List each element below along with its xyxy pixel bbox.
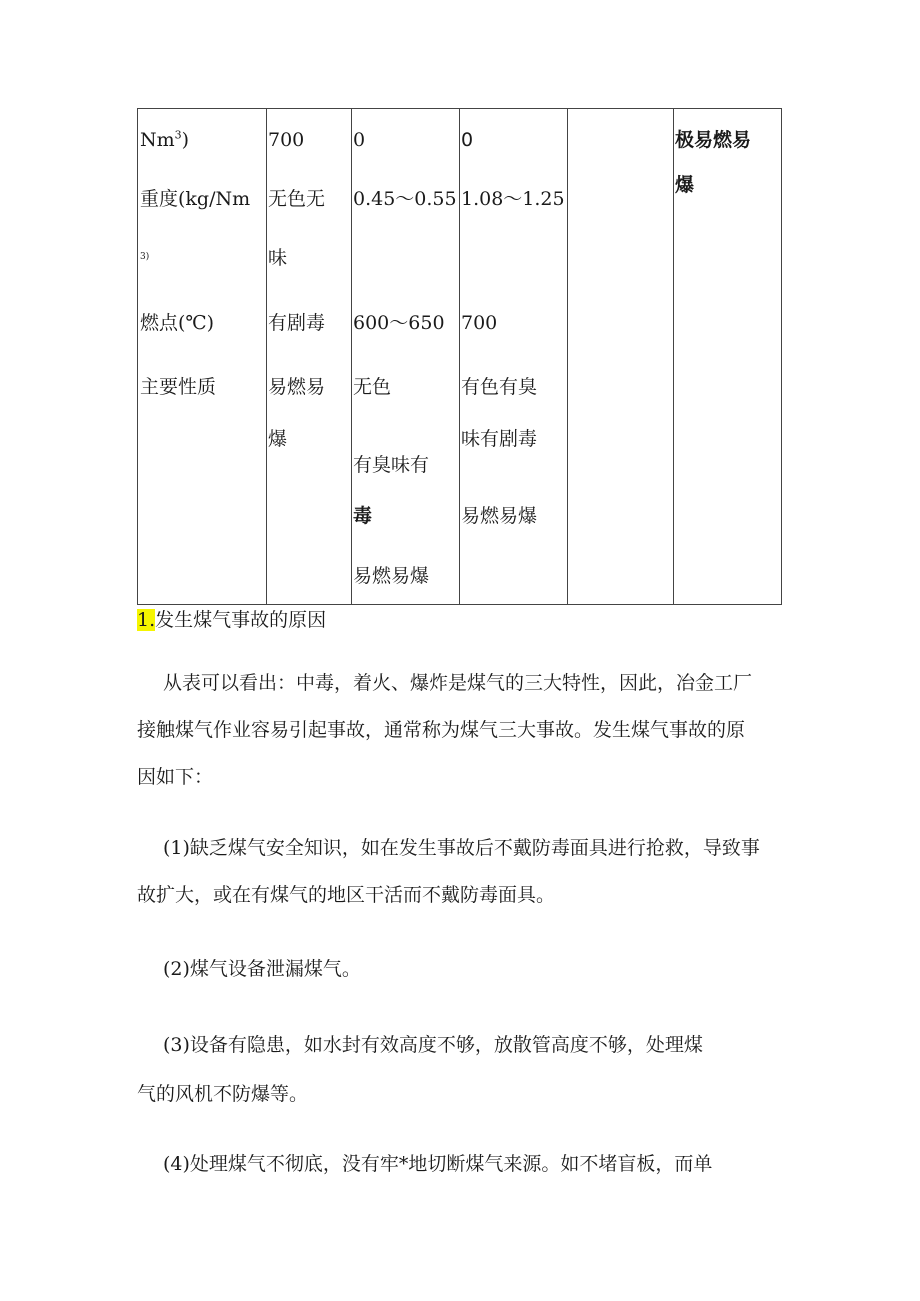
table-cell: 易燃易爆 [353,565,430,587]
table-cell: 700 [461,312,498,334]
table-cell: 600～650 [353,312,445,334]
section-title: 发生煤气事故的原因 [155,609,327,631]
paragraph-line: (1)缺乏煤气安全知识，如在发生事故后不戴防毒面具进行抢救，导致事 [163,837,760,859]
table-cell: 0.45～0.55 [353,188,457,210]
table-divider [351,109,352,604]
table-divider [567,109,568,604]
cell-text: ) [181,129,190,151]
table-cell: 1.08～1.25 [461,188,565,210]
paragraph-line: 故扩大，或在有煤气的地区干活而不戴防毒面具。 [137,884,556,906]
table-cell: 味有剧毒 [461,428,538,450]
table-cell [140,128,189,152]
table-cell: 无色 [353,376,392,398]
table-cell: 味 [268,247,288,269]
table-cell: 易燃易 [268,376,326,398]
gas-properties-table [137,108,782,605]
table-divider [266,109,267,604]
table-cell: 3) [140,252,150,262]
table-cell: 燃点(℃) [140,312,215,334]
table-cell: 有臭味有 [353,454,430,476]
superscript: 3 [174,128,182,142]
table-cell: 无色无 [268,188,326,210]
paragraph-line: 气的风机不防爆等。 [137,1083,309,1105]
paragraph-line: (2)煤气设备泄漏煤气。 [163,958,361,980]
paragraph-line: 因如下： [137,766,214,788]
paragraph-line: 从表可以看出：中毒，着火、爆炸是煤气的三大特性，因此，冶金工厂 [163,672,753,694]
table-cell: 爆 [268,428,288,450]
table-divider [459,109,460,604]
table-cell: 爆 [675,174,695,196]
table-cell: 有剧毒 [268,312,326,334]
section-heading [137,607,326,633]
table-cell: 700 [268,129,305,151]
table-cell: 重度(kg/Nm [140,188,251,210]
table-cell: 0 [461,129,474,151]
table-cell: 有色有臭 [461,376,538,398]
cell-text: Nm [140,129,175,151]
table-cell: 易燃易爆 [461,505,538,527]
table-cell: 毒 [353,505,373,527]
paragraph-line: (3)设备有隐患，如水封有效高度不够，放散管高度不够，处理煤 [163,1034,703,1056]
table-cell: 主要性质 [140,376,217,398]
table-cell: 极易燃易 [675,129,752,151]
section-number: 1. [137,609,156,631]
table-cell: 0 [353,129,366,151]
table-divider [673,109,674,604]
paragraph-line: (4)处理煤气不彻底，没有牢*地切断煤气来源。如不堵盲板，而单 [163,1153,713,1175]
paragraph-line: 接触煤气作业容易引起事故，通常称为煤气三大事故。发生煤气事故的原 [137,719,746,741]
